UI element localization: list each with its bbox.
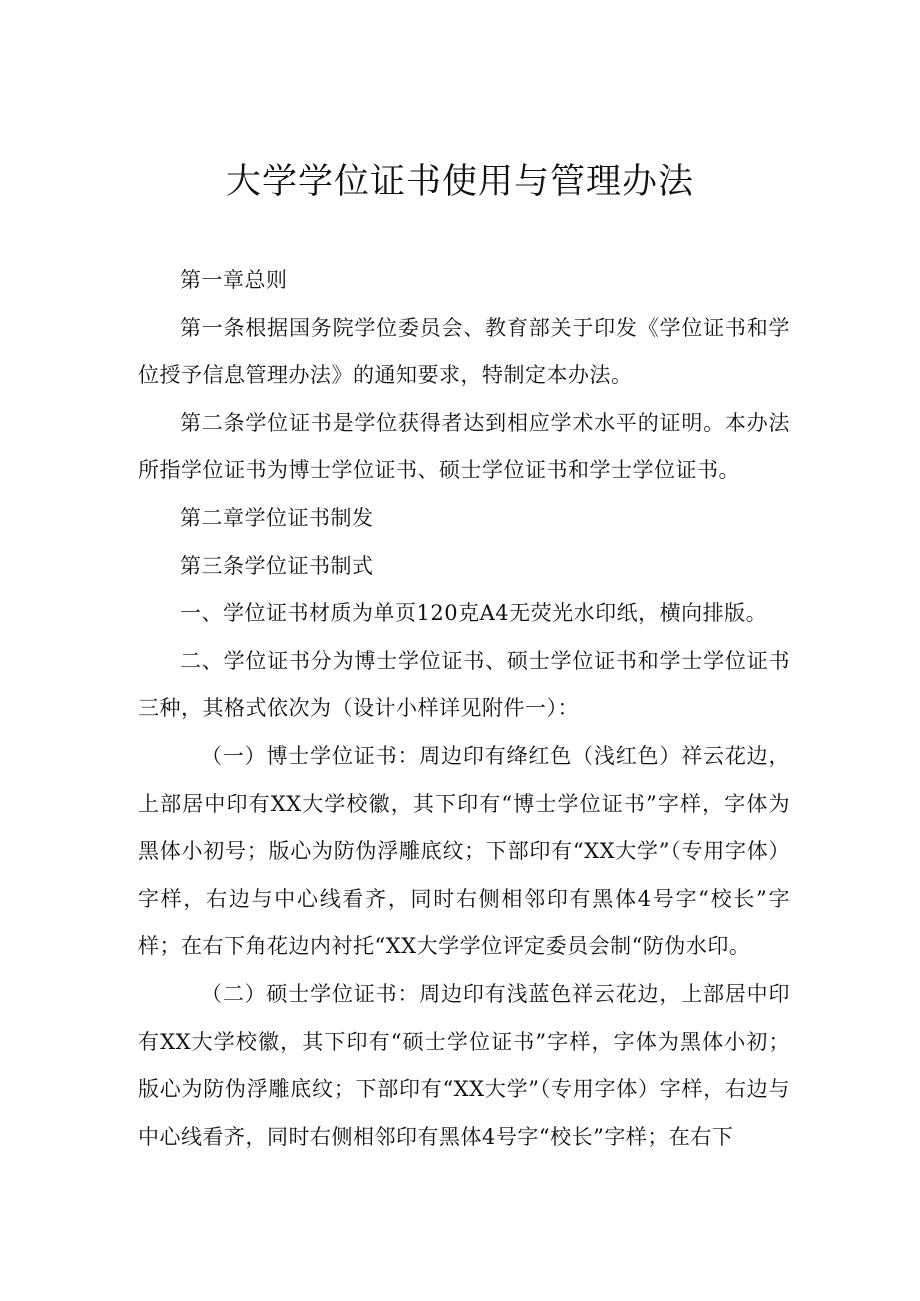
article-item: 一、学位证书材质为单页120克A4无荧光水印纸，横向排版。 <box>180 601 768 626</box>
chapter-heading: 第二章学位证书制发 <box>180 505 374 530</box>
article-subitem: （二）硕士学位证书：周边印有浅蓝色祥云花边，上部居中印有XX大学校徽，其下印有“硕士学位证书”字样，字体为黑体小初；版心为防伪浮雕底纹；下部印有“XX大学”（专用字体）字样，右边与中心线看齐，同时右侧相邻印有黑体4号字“校长”字样；在右下 <box>138 981 790 1149</box>
article-item: 二、学位证书分为博士学位证书、硕士学位证书和学士学位证书三种，其格式依次为（设计小样详见附件一）： <box>138 648 790 721</box>
document-body <box>138 257 790 1161</box>
document-title: 大学学位证书使用与管理办法 <box>225 162 694 202</box>
article-paragraph: 第一条根据国务院学位委员会、教育部关于印发《学位证书和学位授予信息管理办法》的通知要求，特制定本办法。 <box>138 315 790 388</box>
article-subitem: （一）博士学位证书：周边印有绛红色（浅红色）祥云花边，上部居中印有XX大学校徽，其下印有“博士学位证书”字样，字体为黑体小初号；版心为防伪浮雕底纹；下部印有“XX大学”（专用字体）字样，右边与中心线看齐，同时右侧相邻印有黑体4号字“校长”字样；在右下角花边内衬托“XX大学学位评定委员会制“防伪水印。 <box>138 743 790 959</box>
chapter-heading: 第一章总则 <box>180 268 288 292</box>
article-heading: 第三条学位证书制式 <box>180 553 374 578</box>
article-paragraph: 第二条学位证书是学位获得者达到相应学术水平的证明。本办法所指学位证书为博士学位证书、硕士学位证书和学士学位证书。 <box>138 410 790 483</box>
